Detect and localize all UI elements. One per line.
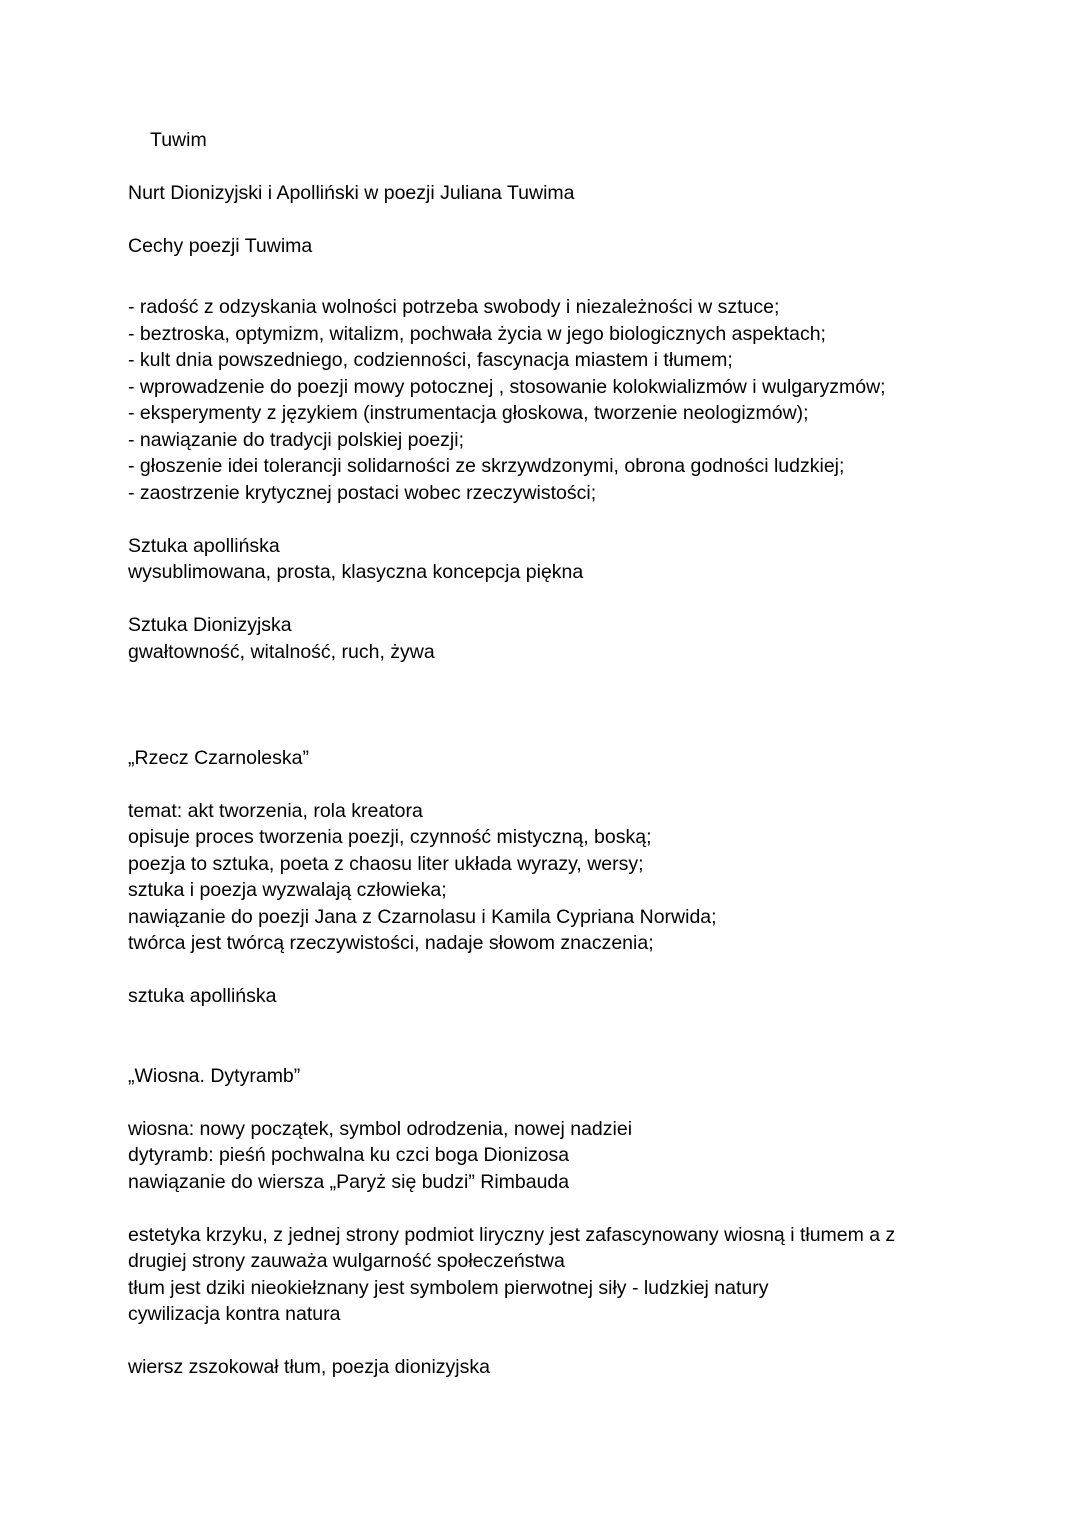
dionysian-title: Sztuka Dionizyjska (128, 614, 292, 636)
dionysian-block (128, 612, 930, 665)
note-line: opisuje proces tworzenia poezji, czynność mistyczną, boską; (128, 826, 652, 848)
note-line: poezja to sztuka, poeta z chaosu liter układa wyrazy, wersy; (128, 852, 644, 875)
feature-item: - nawiązanie do tradycji polskiej poezji; (128, 428, 465, 451)
wiosna-dytyramb-analysis (128, 1222, 930, 1328)
analysis-line: drugiej strony zauważa wulgarność społeczeństwa (128, 1250, 565, 1272)
features-list (128, 294, 930, 506)
dionysian-description: gwałtowność, witalność, ruch, żywa (128, 640, 435, 663)
note-line: twórca jest twórcą rzeczywistości, nadaje słowom znaczenia; (128, 932, 654, 954)
analysis-line: tłum jest dziki nieokiełznany jest symbolem pierwotnej siły - ludzkiej natury (128, 1276, 769, 1299)
note-line: nawiązanie do poezji Jana z Czarnolasu i Kamila Cypriana Norwida; (128, 905, 717, 928)
feature-item: - radość z odzyskania wolności potrzeba swobody i niezależności w sztuce; (128, 296, 780, 318)
doc-title: Nurt Dionizyjski i Apolliński w poezji Juliana Tuwima (128, 182, 575, 204)
rzecz-czarnoleska-notes (128, 798, 930, 957)
note-line: dytyramb: pieśń pochwalna ku czci boga Dionizosa (128, 1144, 570, 1166)
feature-item: - wprowadzenie do poezji mowy potocznej , stosowanie kolokwializmów i wulgaryzmów; (128, 375, 886, 398)
wiosna-dytyramb-title: „Wiosna. Dytyramb” (128, 1064, 301, 1087)
analysis-line: cywilizacja kontra natura (128, 1303, 341, 1325)
note-line: wiosna: nowy początek, symbol odrodzenia, nowej nadziei (128, 1117, 633, 1140)
feature-item: - głoszenie idei tolerancji solidarności ze skrzywdzonymi, obrona godności ludzkiej; (128, 455, 845, 477)
feature-item: - eksperymenty z językiem (instrumentacja głoskowa, tworzenie neologizmów); (128, 402, 809, 424)
wiosna-dytyramb-notes (128, 1116, 930, 1196)
feature-item: - kult dnia powszedniego, codzienności, fascynacja miastem i tłumem; (128, 349, 733, 371)
note-line: nawiązanie do wiersza „Paryż się budzi” Rimbauda (128, 1170, 570, 1193)
note-line: sztuka i poezja wyzwalają człowieka; (128, 879, 447, 901)
apollonian-description: wysublimowana, prosta, klasyczna koncepcja piękna (128, 561, 584, 583)
apollonian-title: Sztuka apollińska (128, 534, 280, 557)
analysis-line: estetyka krzyku, z jednej strony podmiot liryczny jest zafascynowany wiosną i tłumem a z (128, 1223, 896, 1246)
rzecz-czarnoleska-title: „Rzecz Czarnoleska” (128, 746, 309, 769)
note-line: temat: akt tworzenia, rola kreatora (128, 799, 423, 822)
apollonian-block (128, 533, 930, 586)
feature-item: - beztroska, optymizm, witalizm, pochwała życia w jego biologicznych aspektach; (128, 322, 826, 345)
doc-heading: Tuwim (150, 129, 207, 151)
feature-item: - zaostrzenie krytycznej postaci wobec rzeczywistości; (128, 481, 597, 504)
rzecz-czarnoleska-classification: sztuka apollińska (128, 985, 277, 1007)
features-heading: Cechy poezji Tuwima (128, 235, 313, 257)
wiosna-dytyramb-conclusion: wiersz zszokował tłum, poezja dionizyjska (128, 1356, 490, 1378)
